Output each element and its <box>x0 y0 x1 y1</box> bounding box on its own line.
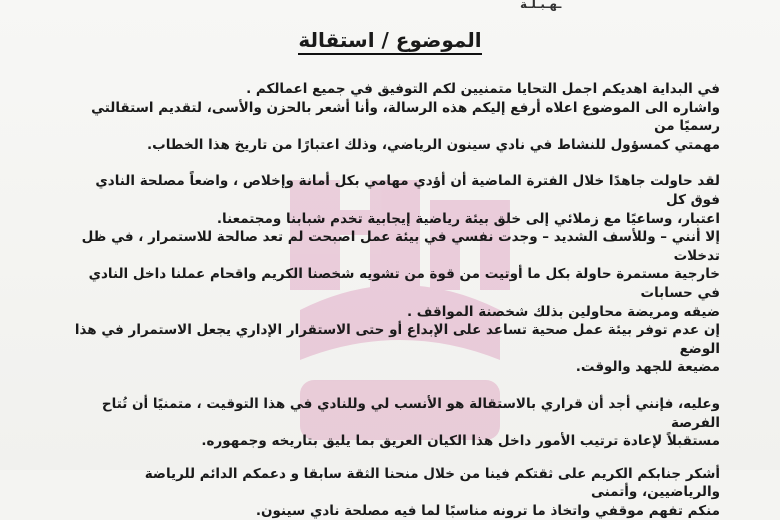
p1-line-1: في البداية اهديكم اجمل التحايا متمنيين لكم التوفيق في جميع اعمالكم . <box>246 81 720 97</box>
p2-line-3: إلا أنني – وللأسف الشديد – وجدت نفسي في بيئة عمل اصبحت لم تعد صالحة للاستمرار ، في ظل تدخلات <box>81 229 720 264</box>
paragraph-gap <box>70 451 720 465</box>
p4-line-2: منكم تفهم موقفي واتخاذ ما ترونه مناسبًا لما فيه مصلحة نادي سينون. <box>255 502 720 519</box>
top-cut-text: ـهـبـلـة <box>520 0 562 11</box>
p1-line-2: واشاره الى الموضوع اعلاه أرفع إليكم هذه الرسالة، وأنا أشعر بالحزن والأسى، لتقديم استقالتي رسميًا من <box>91 99 720 135</box>
paragraph-gap <box>70 154 720 172</box>
p1-line-3: مهمتي كمسؤول للنشاط في نادي سينون الرياضي، وذلك اعتبارًا من تاريخ هذا الخطاب. <box>147 136 720 153</box>
subject-line <box>0 28 780 52</box>
subject-title: الموضوع / استقالة <box>298 28 481 55</box>
p4-line-1: أشكر جنابكم الكريم على ثقتكم فينا من خلال منحنا الثقة سابقا و دعمكم الدائم للرياضة والرياضيين، وأتمنى <box>144 465 720 501</box>
p2-line-5: ضيقه ومريضة محاولين بذلك شخصنة المواقف . <box>406 303 720 320</box>
paragraph-gap <box>70 377 720 395</box>
letter-body <box>70 80 720 520</box>
p3-line-2: مستقبلاً لإعادة ترتيب الأمور داخل هذا الكيان العريق بما يليق بتاريخه وجمهوره. <box>201 433 720 450</box>
p2-line-1: لقد حاولت جاهدًا خلال الفترة الماضية أن أؤدي مهامي بكل أمانة وإخلاص ، واضعاً مصلحة النادي فوق كل <box>95 173 720 208</box>
p3-line-1: وعليه، فإنني أجد أن قراري بالاستقالة هو الأنسب لي وللنادي في هذا التوقيت ، متمنيًا أن تُتاح الفرصة <box>101 395 720 431</box>
p2-line-6: إن عدم توفر بيئة عمل صحية تساعد على الإبداع أو حتى الاستقرار الإداري يجعل الاستمرار في هذا الوضع <box>74 322 720 357</box>
p2-line-7: مضيعة للجهد والوقت. <box>575 359 720 376</box>
p2-line-2: اعتبار، وساعيًا مع زملائي إلى خلق بيئة رياضية إيجابية تخدم شبابنا ومجتمعنا. <box>216 210 720 227</box>
p2-line-4: خارجية مستمرة حاولة بكل ما أوتيت من قوة من تشويه شخصنا الكريم واقحام عملنا داخل النادي في حسابات <box>88 266 720 301</box>
